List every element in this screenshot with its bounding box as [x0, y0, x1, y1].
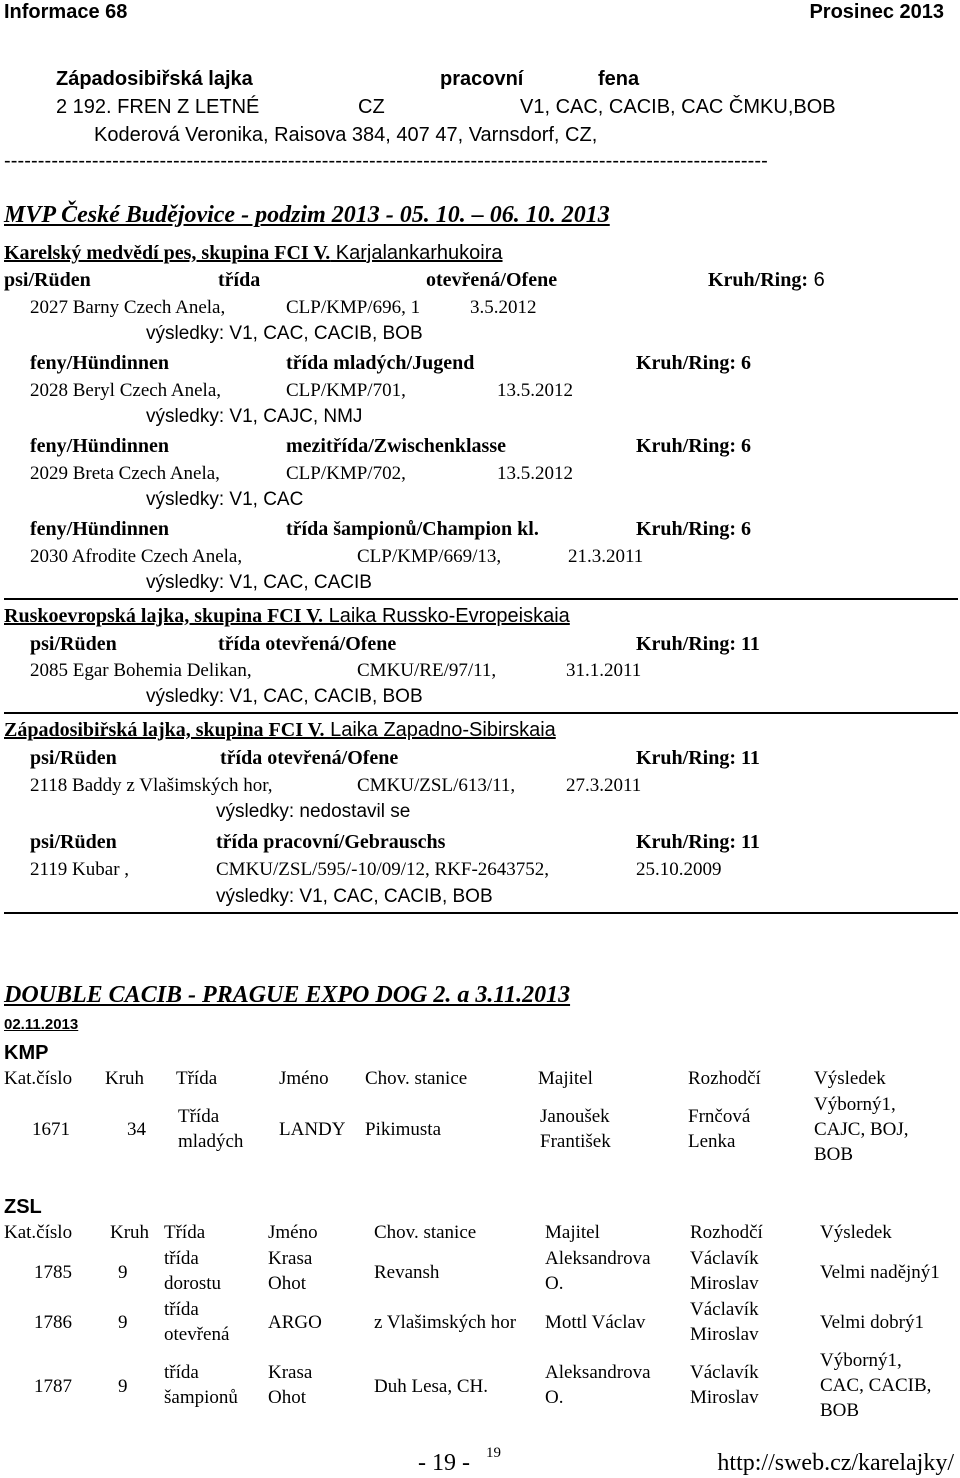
cell-line: třída: [164, 1248, 199, 1269]
karelsky-e4-date: 21.3.2011: [568, 546, 644, 567]
zapad-breed: Západosibiřská lajka, skupina FCI V.: [4, 719, 325, 741]
section-rule: [4, 598, 958, 600]
zapad-e1-date: 27.3.2011: [566, 775, 642, 796]
rusko-g1-ring: Kruh/Ring: 11: [636, 633, 760, 655]
kmp-label: KMP: [4, 1042, 49, 1064]
mvp-title: MVP České Budějovice - podzim 2013 - 05. 10. – 06. 10. 2013: [4, 202, 610, 228]
zsl-kennel: Duh Lesa, CH.: [374, 1376, 488, 1397]
karelsky-g1-cls2: otevřená/Ofene: [426, 269, 558, 291]
rusko-e1-date: 31.1.2011: [566, 660, 642, 681]
kmp-header-cell: Výsledek: [814, 1068, 886, 1089]
top-entry: 2 192. FREN Z LETNÉ: [56, 96, 260, 118]
section-rule: [4, 912, 958, 914]
rusko-g1-cls: třída otevřená/Ofene: [218, 633, 397, 655]
rusko-e1-reg: CMKU/RE/97/11,: [357, 660, 497, 681]
zsl-class: [164, 1360, 238, 1410]
cell-line: O.: [545, 1387, 564, 1408]
zapad-e2-result: výsledky: V1, CAC, CACIB, BOB: [216, 886, 493, 907]
zapad-breed-native: Laika Zapadno-Sibirskaia: [324, 719, 556, 741]
zsl-header-cell: Rozhodčí: [690, 1222, 763, 1243]
karelsky-e2-name: 2028 Beryl Czech Anela,: [30, 380, 222, 401]
zsl-result: Velmi nadějný1: [820, 1262, 940, 1283]
karelsky-g1-ring: Kruh/Ring:: [708, 269, 809, 291]
karelsky-e1-date: 3.5.2012: [470, 297, 537, 318]
top-class: pracovní: [440, 68, 524, 90]
cell-line: BOB: [820, 1400, 860, 1421]
karelsky-g2-ring: Kruh/Ring: 6: [636, 352, 752, 374]
kmp-header-cell: Třída: [176, 1068, 218, 1089]
cell-line: BOB: [814, 1144, 854, 1165]
top-breed: Západosibiřská lajka: [56, 68, 253, 90]
kmp-header-cell: Kruh: [105, 1068, 145, 1089]
zsl-judge: [690, 1360, 759, 1410]
kmp-header-cell: Kat.číslo: [4, 1068, 73, 1089]
header-left: Informace 68: [4, 1, 128, 23]
top-sex: fena: [598, 68, 640, 90]
zsl-header-cell: Kat.číslo: [4, 1222, 73, 1243]
cell-line: třída: [164, 1299, 199, 1320]
zsl-header-cell: Třída: [164, 1222, 206, 1243]
cell-line: Miroslav: [690, 1324, 759, 1345]
zapad-g2-cls: třída pracovní/Gebrauschs: [216, 831, 446, 853]
zsl-dog-name: ARGO: [268, 1312, 322, 1333]
zapad-e2-date: 25.10.2009: [636, 859, 722, 880]
zsl-header-cell: Kruh: [110, 1222, 150, 1243]
cell-line: František: [540, 1131, 611, 1152]
zsl-result: [820, 1348, 931, 1423]
zsl-owner: [545, 1246, 651, 1296]
zsl-result: Velmi dobrý1: [820, 1312, 924, 1333]
karelsky-g2-sex: feny/Hündinnen: [30, 352, 169, 374]
karelsky-g3-ring: Kruh/Ring: 6: [636, 435, 752, 457]
karelsky-e2-reg: CLP/KMP/701,: [286, 380, 406, 401]
cell-line: Miroslav: [690, 1387, 759, 1408]
karelsky-e1-result: výsledky: V1, CAC, CACIB, BOB: [146, 323, 423, 344]
zsl-header-cell: Výsledek: [820, 1222, 892, 1243]
zsl-ring: 9: [118, 1312, 128, 1333]
karelsky-e1-name: 2027 Barny Czech Anela,: [30, 297, 226, 318]
cell-line: Janoušek: [540, 1106, 610, 1127]
top-result: V1, CAC, CACIB, CAC ČMKU,BOB: [520, 96, 836, 118]
cell-line: otevřená: [164, 1324, 230, 1345]
zapad-g1-sex: psi/Rüden: [30, 747, 117, 769]
zsl-class: [164, 1297, 229, 1347]
kmp-result: [814, 1092, 909, 1167]
zapad-g1-cls: třída otevřená/Ofene: [220, 747, 399, 769]
karelsky-g4-ring: Kruh/Ring: 6: [636, 518, 752, 540]
karelsky-breed-native: Karjalankarhukoira: [330, 242, 503, 264]
zsl-label: ZSL: [4, 1196, 42, 1218]
cell-line: Miroslav: [690, 1273, 759, 1294]
zapad-breed-line: [4, 720, 556, 740]
kmp-header-cell: Rozhodčí: [688, 1068, 761, 1089]
cell-line: Lenka: [688, 1131, 736, 1152]
zsl-header-cell: Chov. stanice: [374, 1222, 477, 1243]
kmp-dog-name: LANDY: [279, 1119, 346, 1140]
zsl-kennel: Revansh: [374, 1262, 440, 1283]
karelsky-e1-reg: CLP/KMP/696, 1: [286, 297, 421, 318]
cell-line: Výborný1,: [820, 1350, 902, 1371]
zsl-cat: 1787: [34, 1376, 72, 1397]
cell-line: Krasa: [268, 1362, 313, 1383]
karelsky-e3-result: výsledky: V1, CAC: [146, 489, 304, 510]
cell-line: třída: [164, 1362, 199, 1383]
cell-line: Ohot: [268, 1273, 306, 1294]
cell-line: CAJC, BOJ,: [814, 1119, 909, 1140]
zsl-judge: [690, 1297, 759, 1347]
zapad-g1-ring: Kruh/Ring: 11: [636, 747, 760, 769]
rusko-breed-native: Laika Russko-Evropeiskaia: [323, 605, 570, 627]
cell-line: CAC, CACIB,: [820, 1375, 932, 1396]
cell-line: O.: [545, 1273, 564, 1294]
kmp-owner: [540, 1104, 611, 1154]
zsl-judge: [690, 1246, 759, 1296]
zapad-g2-sex: psi/Rüden: [30, 831, 117, 853]
karelsky-g1-sex: psi/Rüden: [4, 269, 91, 291]
zsl-cat: 1786: [34, 1312, 72, 1333]
cell-line: Výborný1,: [814, 1094, 896, 1115]
kmp-ring: 34: [127, 1119, 146, 1140]
cell-line: Krasa: [268, 1248, 313, 1269]
page-number-superscript: 19: [486, 1445, 501, 1461]
kmp-header-cell: Jméno: [279, 1068, 329, 1089]
zapad-e1-result: výsledky: nedostavil se: [216, 801, 411, 822]
zsl-header-cell: Majitel: [545, 1222, 600, 1243]
karelsky-g3-sex: feny/Hündinnen: [30, 435, 169, 457]
rusko-e1-result: výsledky: V1, CAC, CACIB, BOB: [146, 686, 423, 707]
karelsky-e3-date: 13.5.2012: [497, 463, 573, 484]
kmp-cat: 1671: [32, 1119, 70, 1140]
zapad-g2-ring: Kruh/Ring: 11: [636, 831, 760, 853]
zsl-dog-name: [268, 1246, 312, 1296]
karelsky-g4-cls: třída šampionů/Champion kl.: [286, 518, 539, 540]
kmp-judge: [688, 1104, 750, 1154]
page-number: - 19 -: [418, 1450, 470, 1476]
cell-line: mladých: [178, 1131, 244, 1152]
karelsky-g4-sex: feny/Hündinnen: [30, 518, 169, 540]
karelsky-e4-name: 2030 Afrodite Czech Anela,: [30, 546, 243, 567]
karelsky-breed-line: [4, 243, 503, 263]
zsl-header-cell: Jméno: [268, 1222, 318, 1243]
karelsky-e2-date: 13.5.2012: [497, 380, 573, 401]
zsl-dog-name: [268, 1360, 312, 1410]
rusko-g1-sex: psi/Rüden: [30, 633, 117, 655]
karelsky-e3-reg: CLP/KMP/702,: [286, 463, 406, 484]
double-date: 02.11.2013: [4, 1016, 79, 1033]
cell-line: Aleksandrova: [545, 1362, 651, 1383]
zapad-e2-name: 2119 Kubar ,: [30, 859, 130, 880]
karelsky-g2-cls: třída mladých/Jugend: [286, 352, 475, 374]
cell-line: Aleksandrova: [545, 1248, 651, 1269]
cell-line: Václavík: [690, 1362, 759, 1383]
karelsky-e4-reg: CLP/KMP/669/13,: [357, 546, 502, 567]
zapad-e1-reg: CMKU/ZSL/613/11,: [357, 775, 516, 796]
rusko-breed-line: [4, 606, 570, 626]
zapad-e2-reg: CMKU/ZSL/595/-10/09/12, RKF-2643752,: [216, 859, 550, 880]
karelsky-e2-result: výsledky: V1, CAJC, NMJ: [146, 406, 363, 427]
karelsky-g3-cls: mezitřída/Zwischenklasse: [286, 435, 506, 457]
footer-url-link[interactable]: http://sweb.cz/karelajky/: [717, 1450, 954, 1476]
header-right: Prosinec 2013: [809, 1, 944, 23]
cell-line: Ohot: [268, 1387, 306, 1408]
top-owner: Koderová Veronika, Raisova 384, 407 47, Varnsdorf, CZ,: [94, 124, 598, 146]
karelsky-e4-result: výsledky: V1, CAC, CACIB: [146, 572, 372, 593]
cell-line: Třída: [178, 1106, 220, 1127]
kmp-header-cell: Chov. stanice: [365, 1068, 468, 1089]
rusko-breed: Ruskoevropská lajka, skupina FCI V.: [4, 605, 324, 627]
karelsky-g1-ring-line: [708, 270, 825, 290]
double-title: DOUBLE CACIB - PRAGUE EXPO DOG 2. a 3.11.2013: [4, 982, 571, 1008]
dash-separator: -----------------------------------------------------------------------------------------------------------------: [4, 150, 768, 172]
cell-line: Frnčová: [688, 1106, 751, 1127]
zapad-e1-name: 2118 Baddy z Vlašimských hor,: [30, 775, 273, 796]
cell-line: Václavík: [690, 1248, 759, 1269]
cell-line: Václavík: [690, 1299, 759, 1320]
kmp-header-cell: Majitel: [538, 1068, 593, 1089]
zsl-cat: 1785: [34, 1262, 72, 1283]
karelsky-breed: Karelský medvědí pes, skupina FCI V.: [4, 242, 331, 264]
zsl-class: [164, 1246, 221, 1296]
karelsky-g1-ringnum: 6: [808, 269, 825, 291]
section-rule: [4, 712, 958, 714]
cell-line: šampionů: [164, 1387, 238, 1408]
karelsky-g1-cls1: třída: [218, 269, 261, 291]
zsl-owner: [545, 1360, 651, 1410]
karelsky-e3-name: 2029 Breta Czech Anela,: [30, 463, 220, 484]
zsl-owner: Mottl Václav: [545, 1312, 646, 1333]
zsl-kennel: z Vlašimských hor: [374, 1312, 517, 1333]
zsl-ring: 9: [118, 1262, 128, 1283]
zsl-ring: 9: [118, 1376, 128, 1397]
cell-line: dorostu: [164, 1273, 221, 1294]
kmp-kennel: Pikimusta: [365, 1119, 442, 1140]
top-country: CZ: [358, 96, 385, 118]
kmp-class: [178, 1104, 243, 1154]
rusko-e1-name: 2085 Egar Bohemia Delikan,: [30, 660, 252, 681]
